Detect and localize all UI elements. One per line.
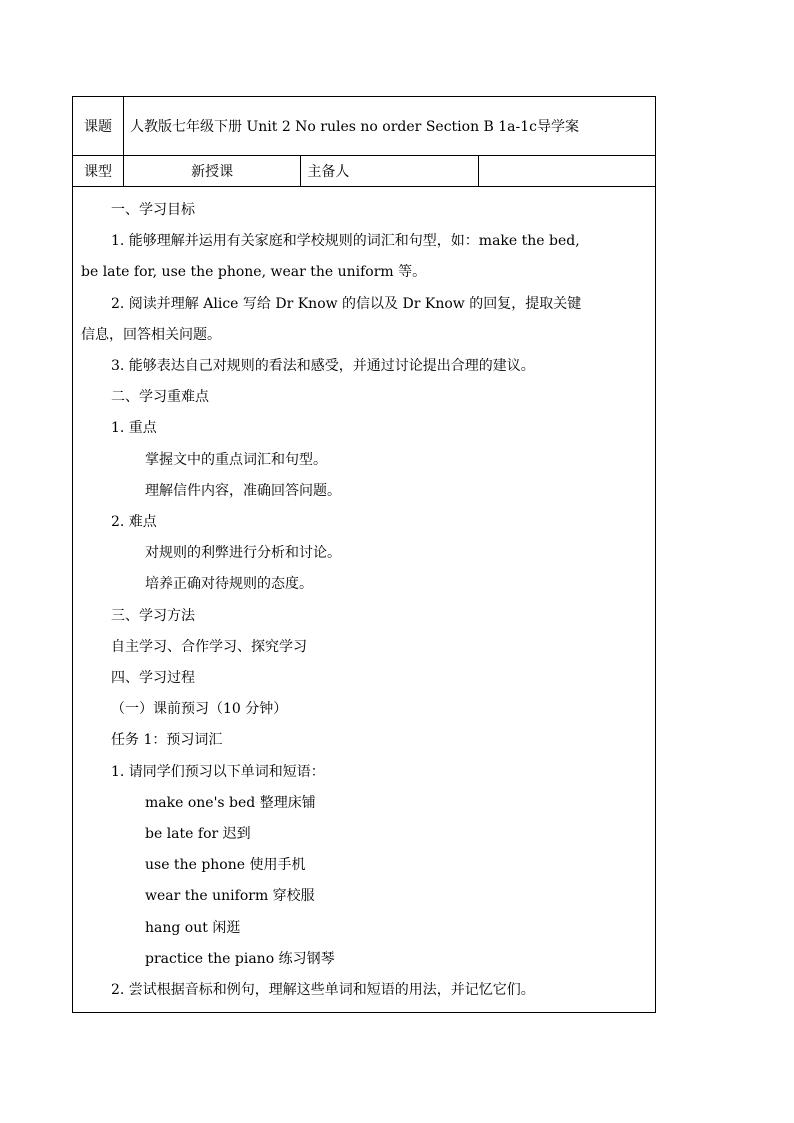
- vocab-item: hang out 闲逛: [145, 919, 241, 936]
- key-points-heading: 二、学习重难点: [111, 389, 209, 406]
- title-row: [73, 97, 656, 156]
- methods-text: 自主学习、合作学习、探究学习: [111, 638, 307, 655]
- process-task-1: 任务 1：预习词汇: [111, 732, 223, 749]
- type-row: [73, 156, 656, 187]
- content-row: [73, 187, 656, 1013]
- goal-item-1-line2: be late for, use the phone, wear the uniform 等。: [81, 264, 427, 281]
- key-points-sub2: 2. 难点: [111, 514, 157, 531]
- key-points-sub1-a: 掌握文中的重点词汇和句型。: [145, 451, 327, 468]
- goal-item-2-line2: 信息，回答相关问题。: [81, 326, 221, 343]
- key-points-sub1: 1. 重点: [111, 420, 157, 437]
- key-points-sub1-b: 理解信件内容，准确回答问题。: [145, 482, 341, 499]
- goals-heading: 一、学习目标: [111, 202, 195, 218]
- content-cell: [73, 187, 656, 1013]
- lesson-plan-table: [72, 96, 656, 1013]
- preparer-label: 主备人: [301, 156, 478, 187]
- preparer-value: [478, 156, 655, 187]
- title-label: 课题: [73, 97, 124, 156]
- vocab-item: wear the uniform 穿校服: [145, 888, 315, 905]
- goal-item-2-line1: 2. 阅读并理解 Alice 写给 Dr Know 的信以及 Dr Know 的回复，提取关键: [111, 295, 582, 312]
- vocab-item: use the phone 使用手机: [145, 857, 306, 874]
- process-stage-1: （一）课前预习（10 分钟）: [111, 701, 288, 718]
- key-points-sub2-a: 对规则的利弊进行分析和讨论。: [145, 545, 341, 562]
- type-label: 课型: [73, 156, 124, 187]
- vocab-item: practice the piano 练习钢琴: [145, 950, 335, 967]
- process-step-2: 2. 尝试根据音标和例句，理解这些单词和短语的用法，并记忆它们。: [111, 982, 535, 999]
- key-points-sub2-b: 培养正确对待规则的态度。: [145, 576, 313, 593]
- methods-heading: 三、学习方法: [111, 607, 195, 624]
- goal-item-1-line1: 1. 能够理解并运用有关家庭和学校规则的词汇和句型，如：make the bed,: [111, 233, 580, 250]
- process-heading: 四、学习过程: [111, 670, 195, 687]
- process-step-1: 1. 请同学们预习以下单词和短语：: [111, 763, 325, 780]
- goal-item-3: 3. 能够表达自己对规则的看法和感受，并通过讨论提出合理的建议。: [111, 358, 535, 375]
- lesson-title: 人教版七年级下册 Unit 2 No rules no order Section B 1a-1c导学案: [124, 97, 656, 156]
- vocab-item: make one's bed 整理床铺: [145, 794, 316, 811]
- type-value: 新授课: [124, 156, 301, 187]
- vocab-item: be late for 迟到: [145, 826, 251, 843]
